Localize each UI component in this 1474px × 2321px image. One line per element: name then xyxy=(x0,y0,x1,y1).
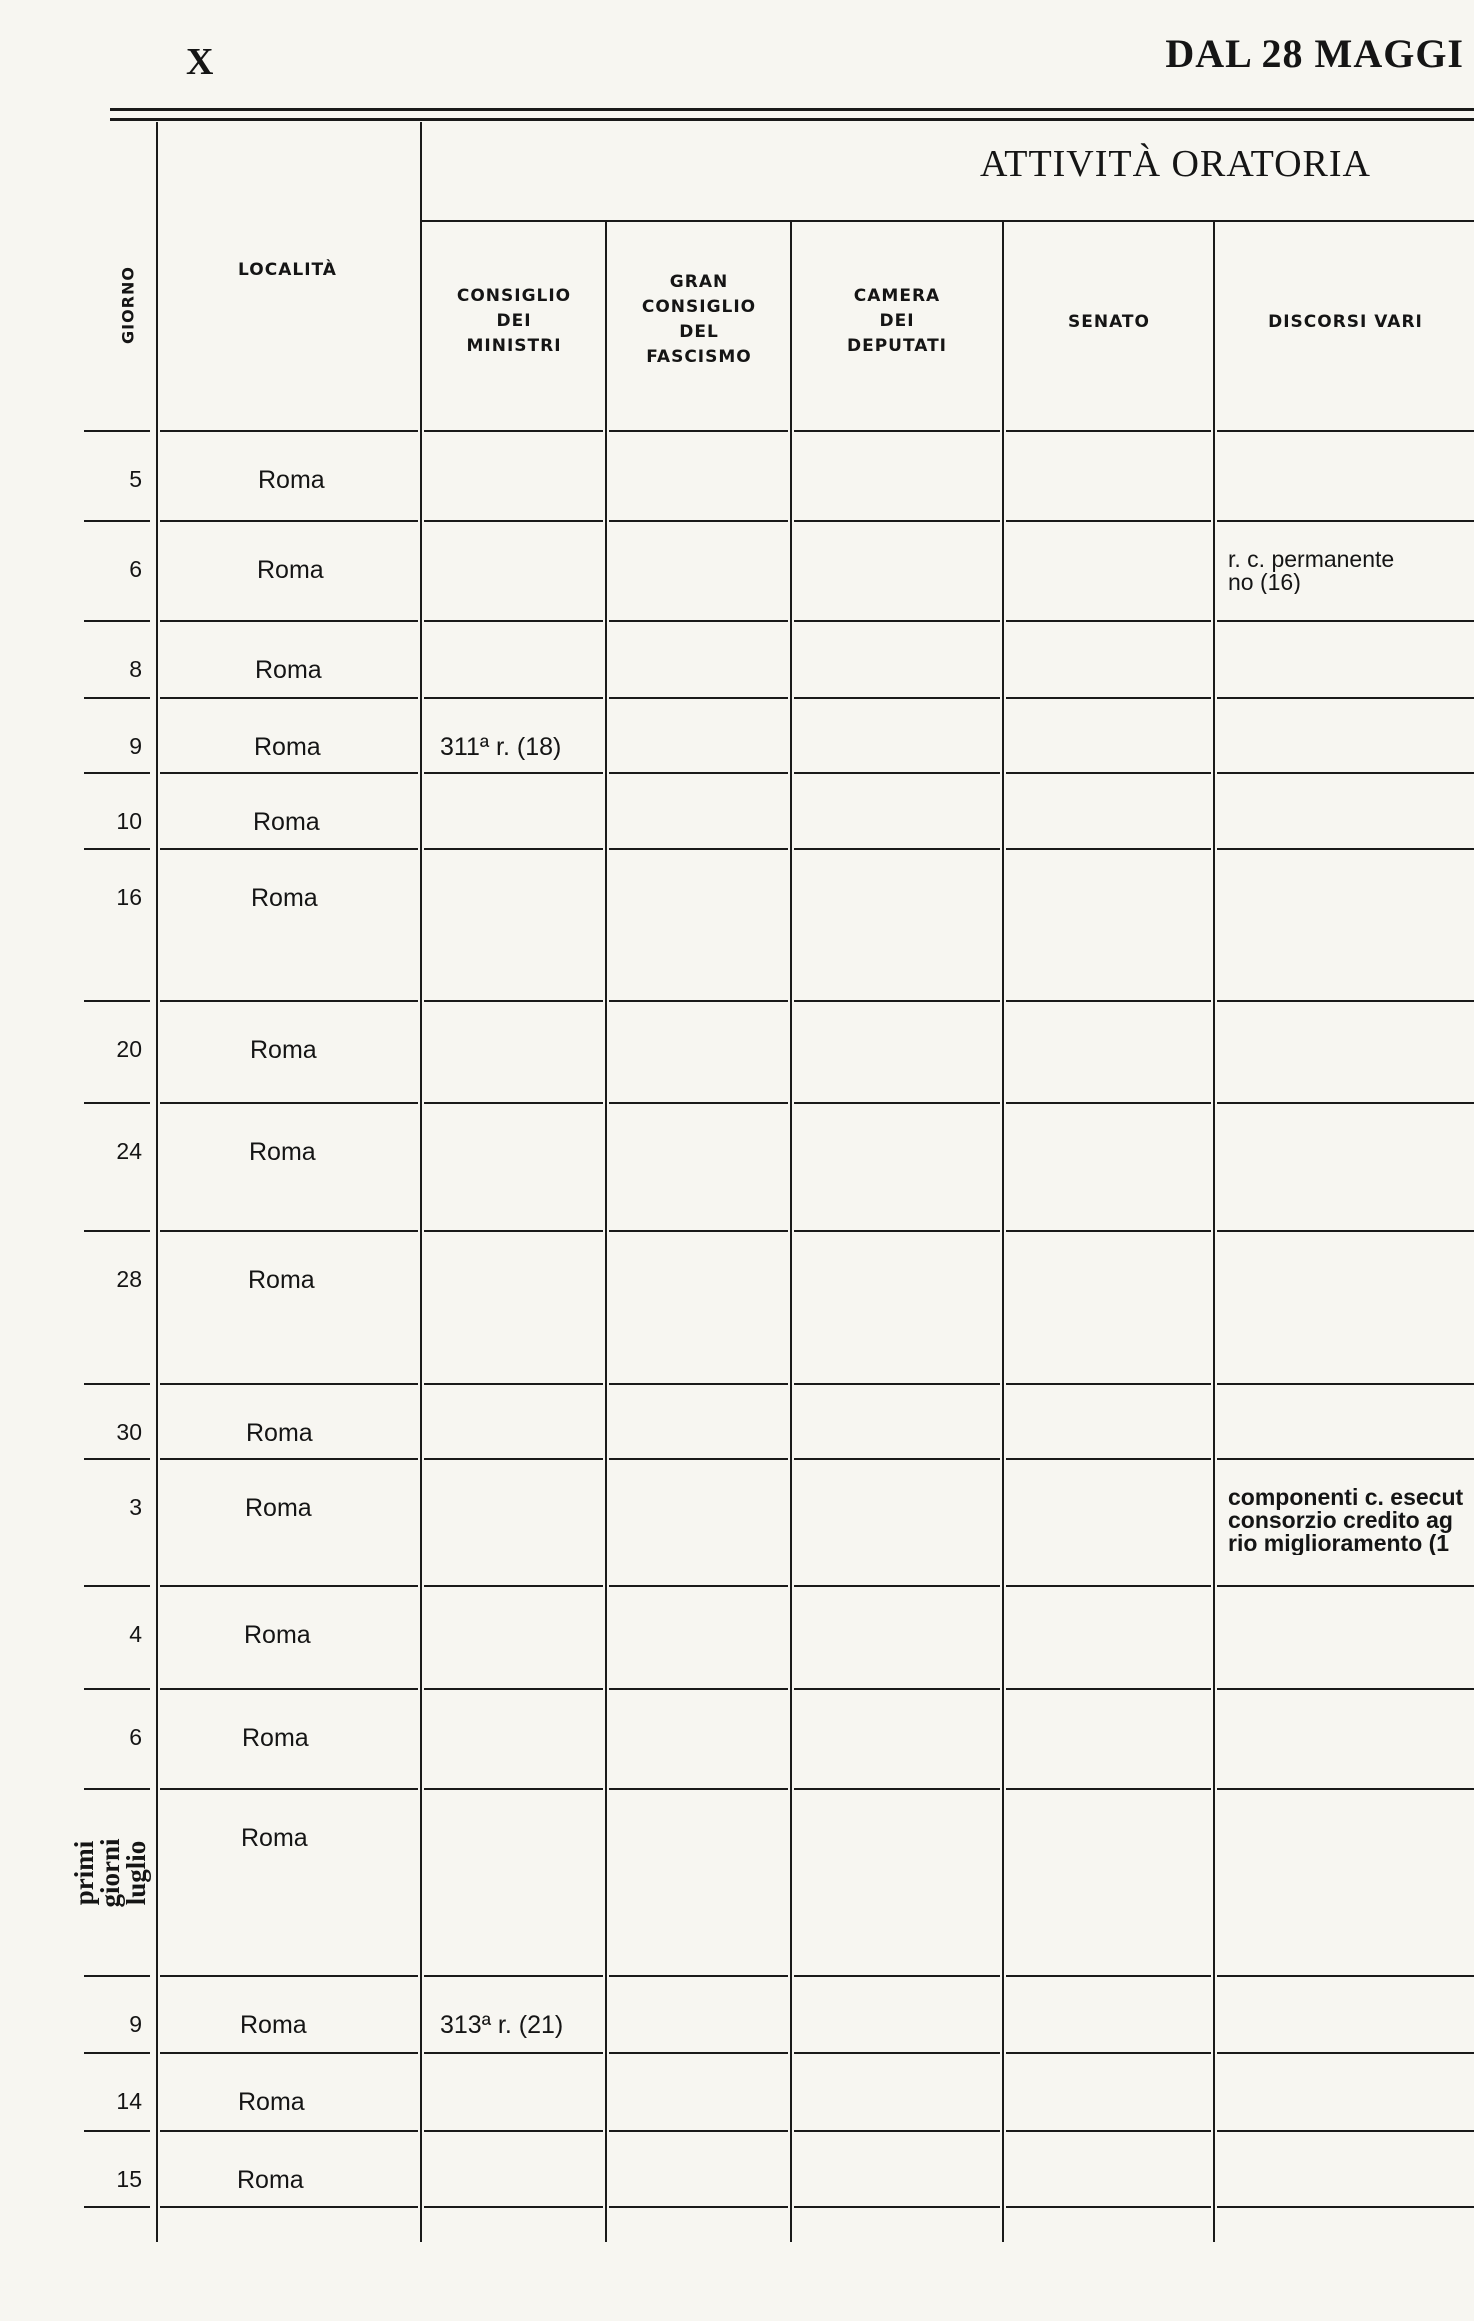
row-rule xyxy=(424,430,603,432)
row-rule xyxy=(424,697,603,699)
row-rule xyxy=(424,520,603,522)
row-rule xyxy=(609,1000,788,1002)
row-rule xyxy=(1217,430,1474,432)
page-number: X xyxy=(186,41,215,83)
row-rule xyxy=(1006,1458,1211,1460)
header-senato: SENATO xyxy=(1068,312,1150,332)
row-rule xyxy=(794,430,1000,432)
row-rule xyxy=(794,520,1000,522)
row-rule xyxy=(84,1230,150,1232)
cell-localita: Roma xyxy=(241,1824,308,1852)
row-rule xyxy=(609,1788,788,1790)
cell-localita: Roma xyxy=(242,1724,309,1752)
row-rule xyxy=(160,430,418,432)
row-rule xyxy=(160,1102,418,1104)
row-rule xyxy=(84,2130,150,2132)
row-rule xyxy=(1006,1688,1211,1690)
row-rule xyxy=(424,620,603,622)
row-rule xyxy=(1217,697,1474,699)
cell-localita: Roma xyxy=(250,1036,317,1064)
row-rule xyxy=(794,848,1000,850)
column-divider xyxy=(790,222,792,2242)
row-rule xyxy=(424,1000,603,1002)
cell-giorno: 3 xyxy=(129,1494,142,1520)
row-rule xyxy=(609,1102,788,1104)
row-rule xyxy=(424,2052,603,2054)
column-divider xyxy=(1213,222,1215,2242)
row-rule xyxy=(609,2206,788,2208)
row-rule xyxy=(84,1458,150,1460)
row-rule xyxy=(424,1788,603,1790)
cell-localita: Roma xyxy=(257,556,324,584)
row-rule xyxy=(1006,697,1211,699)
row-rule xyxy=(1217,1585,1474,1587)
row-rule xyxy=(609,430,788,432)
cell-giorno-label: primi giorni luglio xyxy=(69,1838,151,1908)
row-rule xyxy=(1217,1788,1474,1790)
cell-giorno: 9 xyxy=(129,733,142,759)
row-rule xyxy=(1006,2052,1211,2054)
row-rule xyxy=(794,772,1000,774)
top-rule-second xyxy=(110,118,1474,121)
row-rule xyxy=(1217,1383,1474,1385)
row-rule xyxy=(794,1102,1000,1104)
cell-localita: Roma xyxy=(255,656,322,684)
cell-localita: Roma xyxy=(251,884,318,912)
row-rule xyxy=(84,848,150,850)
row-rule xyxy=(424,848,603,850)
row-rule xyxy=(160,772,418,774)
row-rule xyxy=(160,1000,418,1002)
row-rule xyxy=(609,848,788,850)
row-rule xyxy=(1217,1230,1474,1232)
header-giorno xyxy=(113,250,143,360)
row-rule xyxy=(1006,1102,1211,1104)
row-rule xyxy=(160,1585,418,1587)
row-rule xyxy=(609,697,788,699)
cell-localita: Roma xyxy=(240,2011,307,2039)
cell-giorno: 6 xyxy=(129,1724,142,1750)
column-divider xyxy=(1002,222,1004,2242)
cell-localita: Roma xyxy=(245,1494,312,1522)
row-rule xyxy=(1217,1688,1474,1690)
row-rule xyxy=(794,2052,1000,2054)
row-rule xyxy=(1006,2206,1211,2208)
row-rule xyxy=(1217,2206,1474,2208)
cell-giorno: 5 xyxy=(129,466,142,492)
cell-giorno: 24 xyxy=(116,1138,142,1164)
row-rule xyxy=(794,1585,1000,1587)
row-rule xyxy=(1006,430,1211,432)
cell-giorno-rotated xyxy=(70,1798,150,1948)
row-rule xyxy=(84,1688,150,1690)
row-rule xyxy=(1217,1975,1474,1977)
row-rule xyxy=(424,2130,603,2132)
row-rule xyxy=(794,1975,1000,1977)
row-rule xyxy=(160,620,418,622)
row-rule xyxy=(794,1000,1000,1002)
row-rule xyxy=(609,1975,788,1977)
row-rule xyxy=(84,2052,150,2054)
header-discorsi: DISCORSI VARI xyxy=(1268,312,1423,332)
row-rule xyxy=(609,1383,788,1385)
row-rule xyxy=(1006,1975,1211,1977)
row-rule xyxy=(1006,1383,1211,1385)
row-rule xyxy=(160,848,418,850)
row-rule xyxy=(1217,620,1474,622)
cell-giorno: 9 xyxy=(129,2011,142,2037)
row-rule xyxy=(1217,520,1474,522)
row-rule xyxy=(1006,1000,1211,1002)
row-rule xyxy=(84,2206,150,2208)
cell-localita: Roma xyxy=(258,466,325,494)
row-rule xyxy=(609,2130,788,2132)
cell-giorno: 30 xyxy=(116,1419,142,1445)
row-rule xyxy=(609,1230,788,1232)
row-rule xyxy=(794,1688,1000,1690)
row-rule xyxy=(1217,2130,1474,2132)
cell-localita: Roma xyxy=(238,2088,305,2116)
row-rule xyxy=(84,1000,150,1002)
cell-giorno: 4 xyxy=(129,1621,142,1647)
cell-localita: Roma xyxy=(246,1419,313,1447)
row-rule xyxy=(1006,1788,1211,1790)
cell-giorno: 14 xyxy=(116,2088,142,2114)
row-rule xyxy=(1006,848,1211,850)
row-rule xyxy=(160,2206,418,2208)
row-rule xyxy=(794,1230,1000,1232)
section-title: ATTIVITÀ ORATORIA xyxy=(980,143,1371,185)
row-rule xyxy=(424,2206,603,2208)
header-localita: LOCALITÀ xyxy=(238,260,337,280)
cell-localita: Roma xyxy=(253,808,320,836)
row-rule xyxy=(84,620,150,622)
cell-localita: Roma xyxy=(254,733,321,761)
row-rule xyxy=(794,1458,1000,1460)
cell-giorno: 8 xyxy=(129,656,142,682)
row-rule xyxy=(160,1788,418,1790)
cell-localita: Roma xyxy=(237,2166,304,2194)
row-rule xyxy=(1217,1000,1474,1002)
row-rule xyxy=(1217,2052,1474,2054)
row-rule xyxy=(794,620,1000,622)
column-divider xyxy=(156,122,158,2242)
row-rule xyxy=(424,1230,603,1232)
section-title-rule xyxy=(420,220,1474,222)
row-rule xyxy=(424,1458,603,1460)
header-camera: CAMERA DEI DEPUTATI xyxy=(846,286,948,356)
row-rule xyxy=(160,1975,418,1977)
row-rule xyxy=(1006,520,1211,522)
row-rule xyxy=(84,1383,150,1385)
running-head: DAL 28 MAGGI xyxy=(1165,31,1464,76)
cell-giorno: 6 xyxy=(129,556,142,582)
row-rule xyxy=(794,1788,1000,1790)
row-rule xyxy=(160,1688,418,1690)
cell-giorno: 16 xyxy=(116,884,142,910)
row-rule xyxy=(609,1585,788,1587)
cell-localita: Roma xyxy=(248,1266,315,1294)
row-rule xyxy=(84,430,150,432)
row-rule xyxy=(609,1688,788,1690)
row-rule xyxy=(1217,1458,1474,1460)
row-rule xyxy=(609,520,788,522)
row-rule xyxy=(424,1585,603,1587)
row-rule xyxy=(160,1383,418,1385)
row-rule xyxy=(609,620,788,622)
row-rule xyxy=(794,2130,1000,2132)
row-rule xyxy=(84,1102,150,1104)
row-rule xyxy=(424,1688,603,1690)
row-rule xyxy=(1006,1230,1211,1232)
row-rule xyxy=(160,1458,418,1460)
row-rule xyxy=(160,2130,418,2132)
cell-localita: Roma xyxy=(244,1621,311,1649)
cell-giorno: 20 xyxy=(116,1036,142,1062)
column-divider xyxy=(420,122,422,2242)
row-rule xyxy=(84,772,150,774)
row-rule xyxy=(84,1585,150,1587)
row-rule xyxy=(424,1102,603,1104)
row-rule xyxy=(1217,848,1474,850)
header-giorno-label: GIORNO xyxy=(118,266,138,344)
header-consiglio-ministri: CONSIGLIO DEI MINISTRI xyxy=(456,286,572,356)
row-rule xyxy=(84,520,150,522)
cell-localita: Roma xyxy=(249,1138,316,1166)
cell-consiglio-ministri: 311ª r. (18) xyxy=(440,733,562,761)
column-divider xyxy=(605,222,607,2242)
row-rule xyxy=(609,1458,788,1460)
row-rule xyxy=(84,1975,150,1977)
row-rule xyxy=(1217,772,1474,774)
row-rule xyxy=(1217,1102,1474,1104)
header-gran-consiglio: GRAN CONSIGLIO DEL FASCISMO xyxy=(641,272,757,367)
row-rule xyxy=(424,1383,603,1385)
row-rule xyxy=(1006,620,1211,622)
row-rule xyxy=(794,2206,1000,2208)
row-rule xyxy=(160,697,418,699)
row-rule xyxy=(1006,1585,1211,1587)
cell-giorno: 28 xyxy=(116,1266,142,1292)
cell-consiglio-ministri: 313ª r. (21) xyxy=(440,2011,564,2039)
row-rule xyxy=(424,1975,603,1977)
row-rule xyxy=(84,1788,150,1790)
cell-discorsi: componenti c. esecut consorzio credito ag rio miglioramento (1 xyxy=(1228,1486,1464,1555)
row-rule xyxy=(609,772,788,774)
row-rule xyxy=(609,2052,788,2054)
row-rule xyxy=(794,1383,1000,1385)
row-rule xyxy=(160,2052,418,2054)
row-rule xyxy=(84,697,150,699)
row-rule xyxy=(424,772,603,774)
cell-giorno: 15 xyxy=(116,2166,142,2192)
row-rule xyxy=(1006,772,1211,774)
row-rule xyxy=(160,1230,418,1232)
row-rule xyxy=(794,697,1000,699)
top-rule xyxy=(110,108,1474,111)
cell-giorno: 10 xyxy=(116,808,142,834)
row-rule xyxy=(1006,2130,1211,2132)
cell-discorsi: r. c. permanente no (16) xyxy=(1228,548,1395,594)
row-rule xyxy=(160,520,418,522)
